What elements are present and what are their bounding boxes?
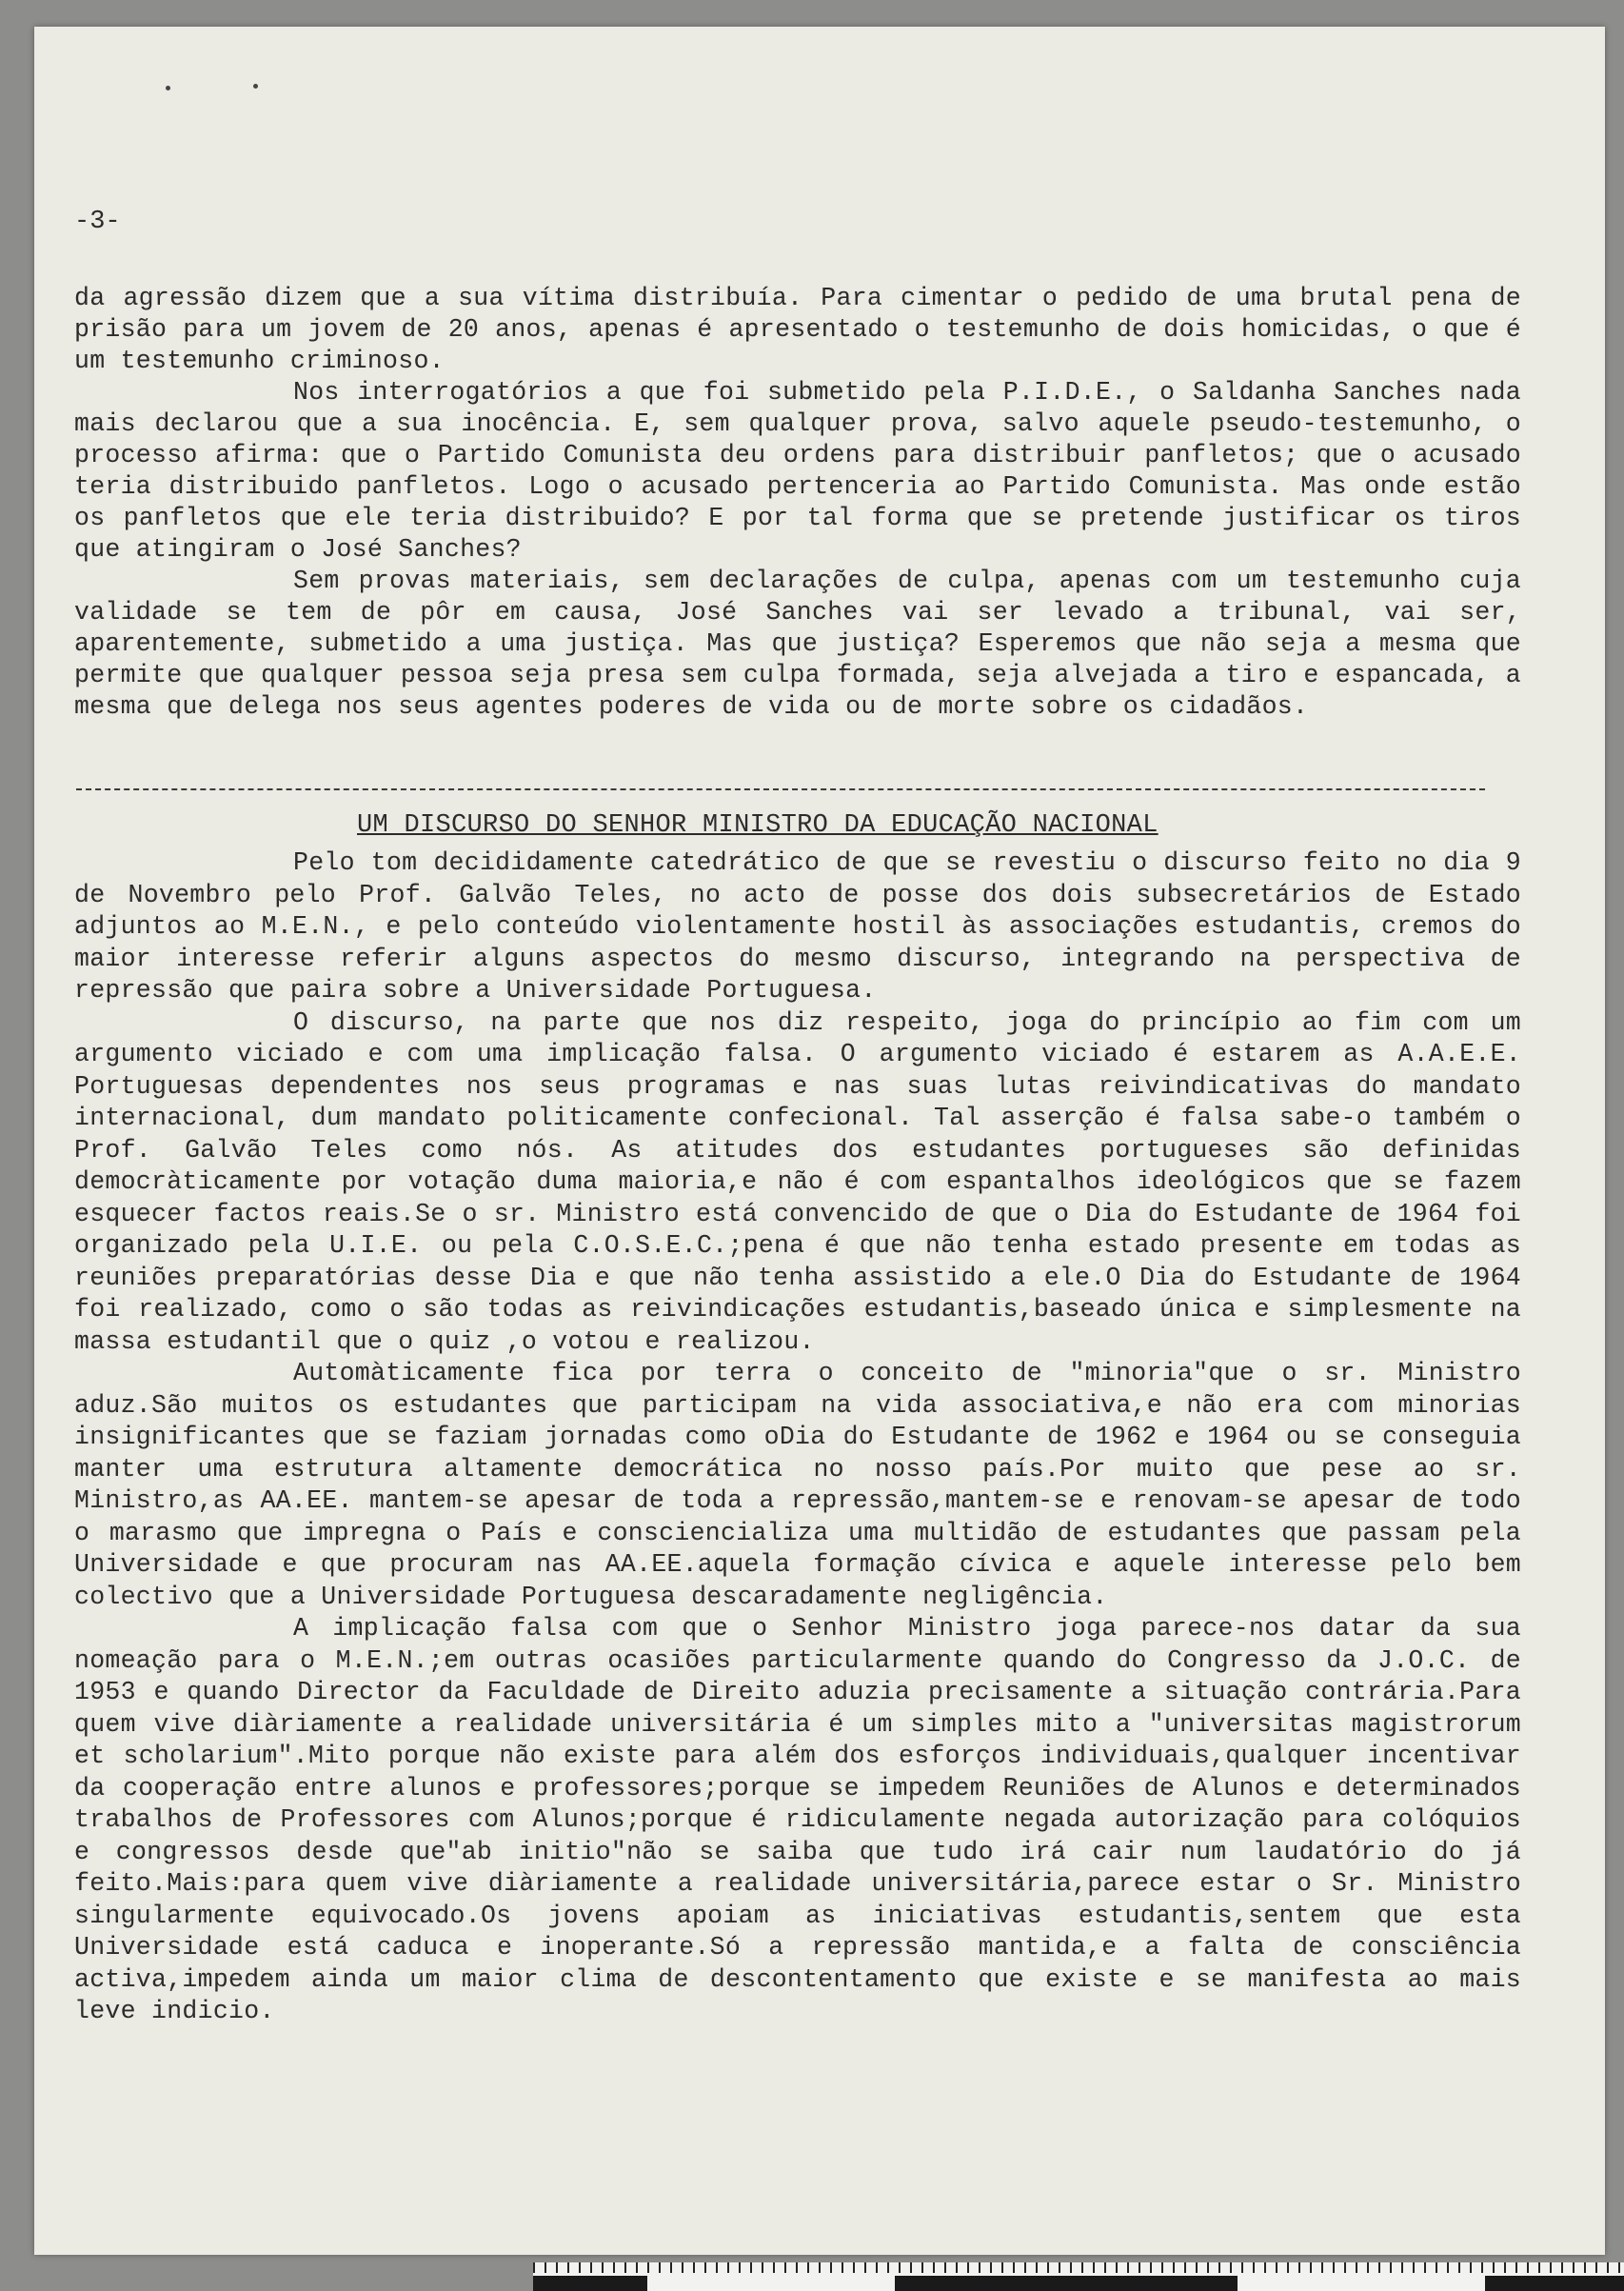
page-number: -3- <box>74 208 121 236</box>
ink-speck <box>166 86 170 90</box>
section-2-body <box>74 847 1521 2028</box>
section-heading: UM DISCURSO DO SENHOR MINISTRO DA EDUCAÇÃO NACIONAL <box>357 811 1159 840</box>
scale-ruler <box>533 2262 1624 2291</box>
paragraph: Automàticamente fica por terra o conceito de "minoria"que o sr. Ministro aduz.São muitos os estudantes que participam na vida associativa,e não era com minorias insignificantes que se faziam jornadas como oDia do Estudante de 1962 e 1964 ou se conseguia manter uma estrutura altamente democrática no nosso país.Por muito que pese ao sr. Ministro,as AA.EE. mantem-se apesar de toda a repressão,mantem-se e renovam-se apesar de todo o marasmo que impregna o País e consciencializa uma multidão de estudantes que passam pela Universidade e que procuram nas AA.EE.aquela formação cívica e aquele interesse pelo bem colectivo que a Universidade Portuguesa descaradamente negligência. <box>74 1359 1521 1611</box>
ink-speck <box>253 84 258 89</box>
paragraph: O discurso, na parte que nos diz respeito, joga do princípio ao fim com um argumento viciado e com uma implicação falsa. O argumento viciado é estarem as A.A.E.E. Portuguesas dependentes nos seus programas e nas suas lutas reivindicativas do mandato internacional, dum mandato politicamente confecional. Tal asserção é falsa sabe-o também o Prof. Galvão Teles como nós. As atitudes dos estudantes portugueses são definidas democràticamente por votação duma maioria,e não é com espantalhos ideológicos que se fazem esquecer factos reais.Se o sr. Ministro está convencido de que o Dia do Estudante de 1964 foi organizado pela U.I.E. ou pela C.O.S.E.C.;pena é que não tenha estado presente em todas as reuniões preparatórias desse Dia e que não tenha assistido a ele.O Dia do Estudante de 1964 foi realizado, como o são todas as reivindicações estudantis,baseado única e simplesmente na massa estudantil que o quiz ,o votou e realizou. <box>74 1007 1521 1356</box>
paragraph: Sem provas materiais, sem declarações de culpa, apenas com um testemunho cuja validade se tem de pôr em causa, José Sanches vai ser levado a tribunal, vai ser, aparentemente, submetido a uma justiça. Mas que justiça? Esperemos que não seja a mesma que permite que qualquer pessoa seja presa sem culpa formada, seja alvejada a tiro e espancada, a mesma que delega nos seus agentes poderes de vida ou de morte sobre os cidadãos. <box>74 567 1521 721</box>
paragraph: da agressão dizem que a sua vítima distribuía. Para cimentar o pedido de uma brutal pena de prisão para um jovem de 20 anos, apenas é apresentado o testemunho de dois homicidas, o que é um testemunho criminoso. <box>74 284 1521 375</box>
ruler-segment <box>895 2276 1238 2291</box>
paragraph: Nos interrogatórios a que foi submetido pela P.I.D.E., o Saldanha Sanches nada mais declarou que a sua inocência. E, sem qualquer prova, salvo aquele pseudo-testemunho, o processo afirma: que o Partido Comunista deu ordens para distribuir panfletos; que o acusado teria distribuido panfletos. Logo o acusado pertenceria ao Partido Comunista. Mas onde estão os panfletos que ele teria distribuido? E por tal forma que se pretende justificar os tiros que atingiram o José Sanches? <box>74 378 1521 564</box>
ruler-segment <box>533 2276 647 2291</box>
paragraph: A implicação falsa com que o Senhor Ministro joga parece-nos datar da sua nomeação para o M.E.N.;em outras ocasiões particularmente quando do Congresso da J.O.C. de 1953 e quando Director da Faculdade de Direito aduzia precisamente a situação contrária.Para quem vive diàriamente a realidade universitária é um simples mito a "universitas magistrorum et scholarium".Mito porque não existe para além dos esforços individuais,qualquer incentivar da cooperação entre alunos e professores;porque se impedem Reuniões de Alunos e determinados trabalhos de Professores com Alunos;porque é ridiculamente negada autorização para colóquios e congressos desde que"ab initio"não se saiba que tudo irá cair num laudatório do já feito.Mais:para quem vive diàriamente a realidade universitária,parece estar o Sr. Ministro singularmente equivocado.Os jovens apoiam as iniciativas estudantis,sentem que esta Universidade está caduca e inoperante.Só a repressão mantida,e a falta de consciência activa,impedem ainda um maior clima de descontentamento que existe e se manifesta ao mais leve indicio. <box>74 1614 1521 2025</box>
paragraph: Pelo tom decididamente catedrático de que se revestiu o discurso feito no dia 9 de Novembro pelo Prof. Galvão Teles, no acto de posse dos dois subsecretários de Estado adjuntos ao M.E.N., e pelo conteúdo violentamente hostil às associações estudantis, cremos do maior interesse referir alguns aspectos do mesmo discurso, integrando na perspectiva de repressão que paira sobre a Universidade Portuguesa. <box>74 848 1521 1005</box>
ruler-segment <box>1485 2276 1624 2291</box>
section-1-body <box>74 283 1521 723</box>
section-divider <box>76 788 1485 790</box>
